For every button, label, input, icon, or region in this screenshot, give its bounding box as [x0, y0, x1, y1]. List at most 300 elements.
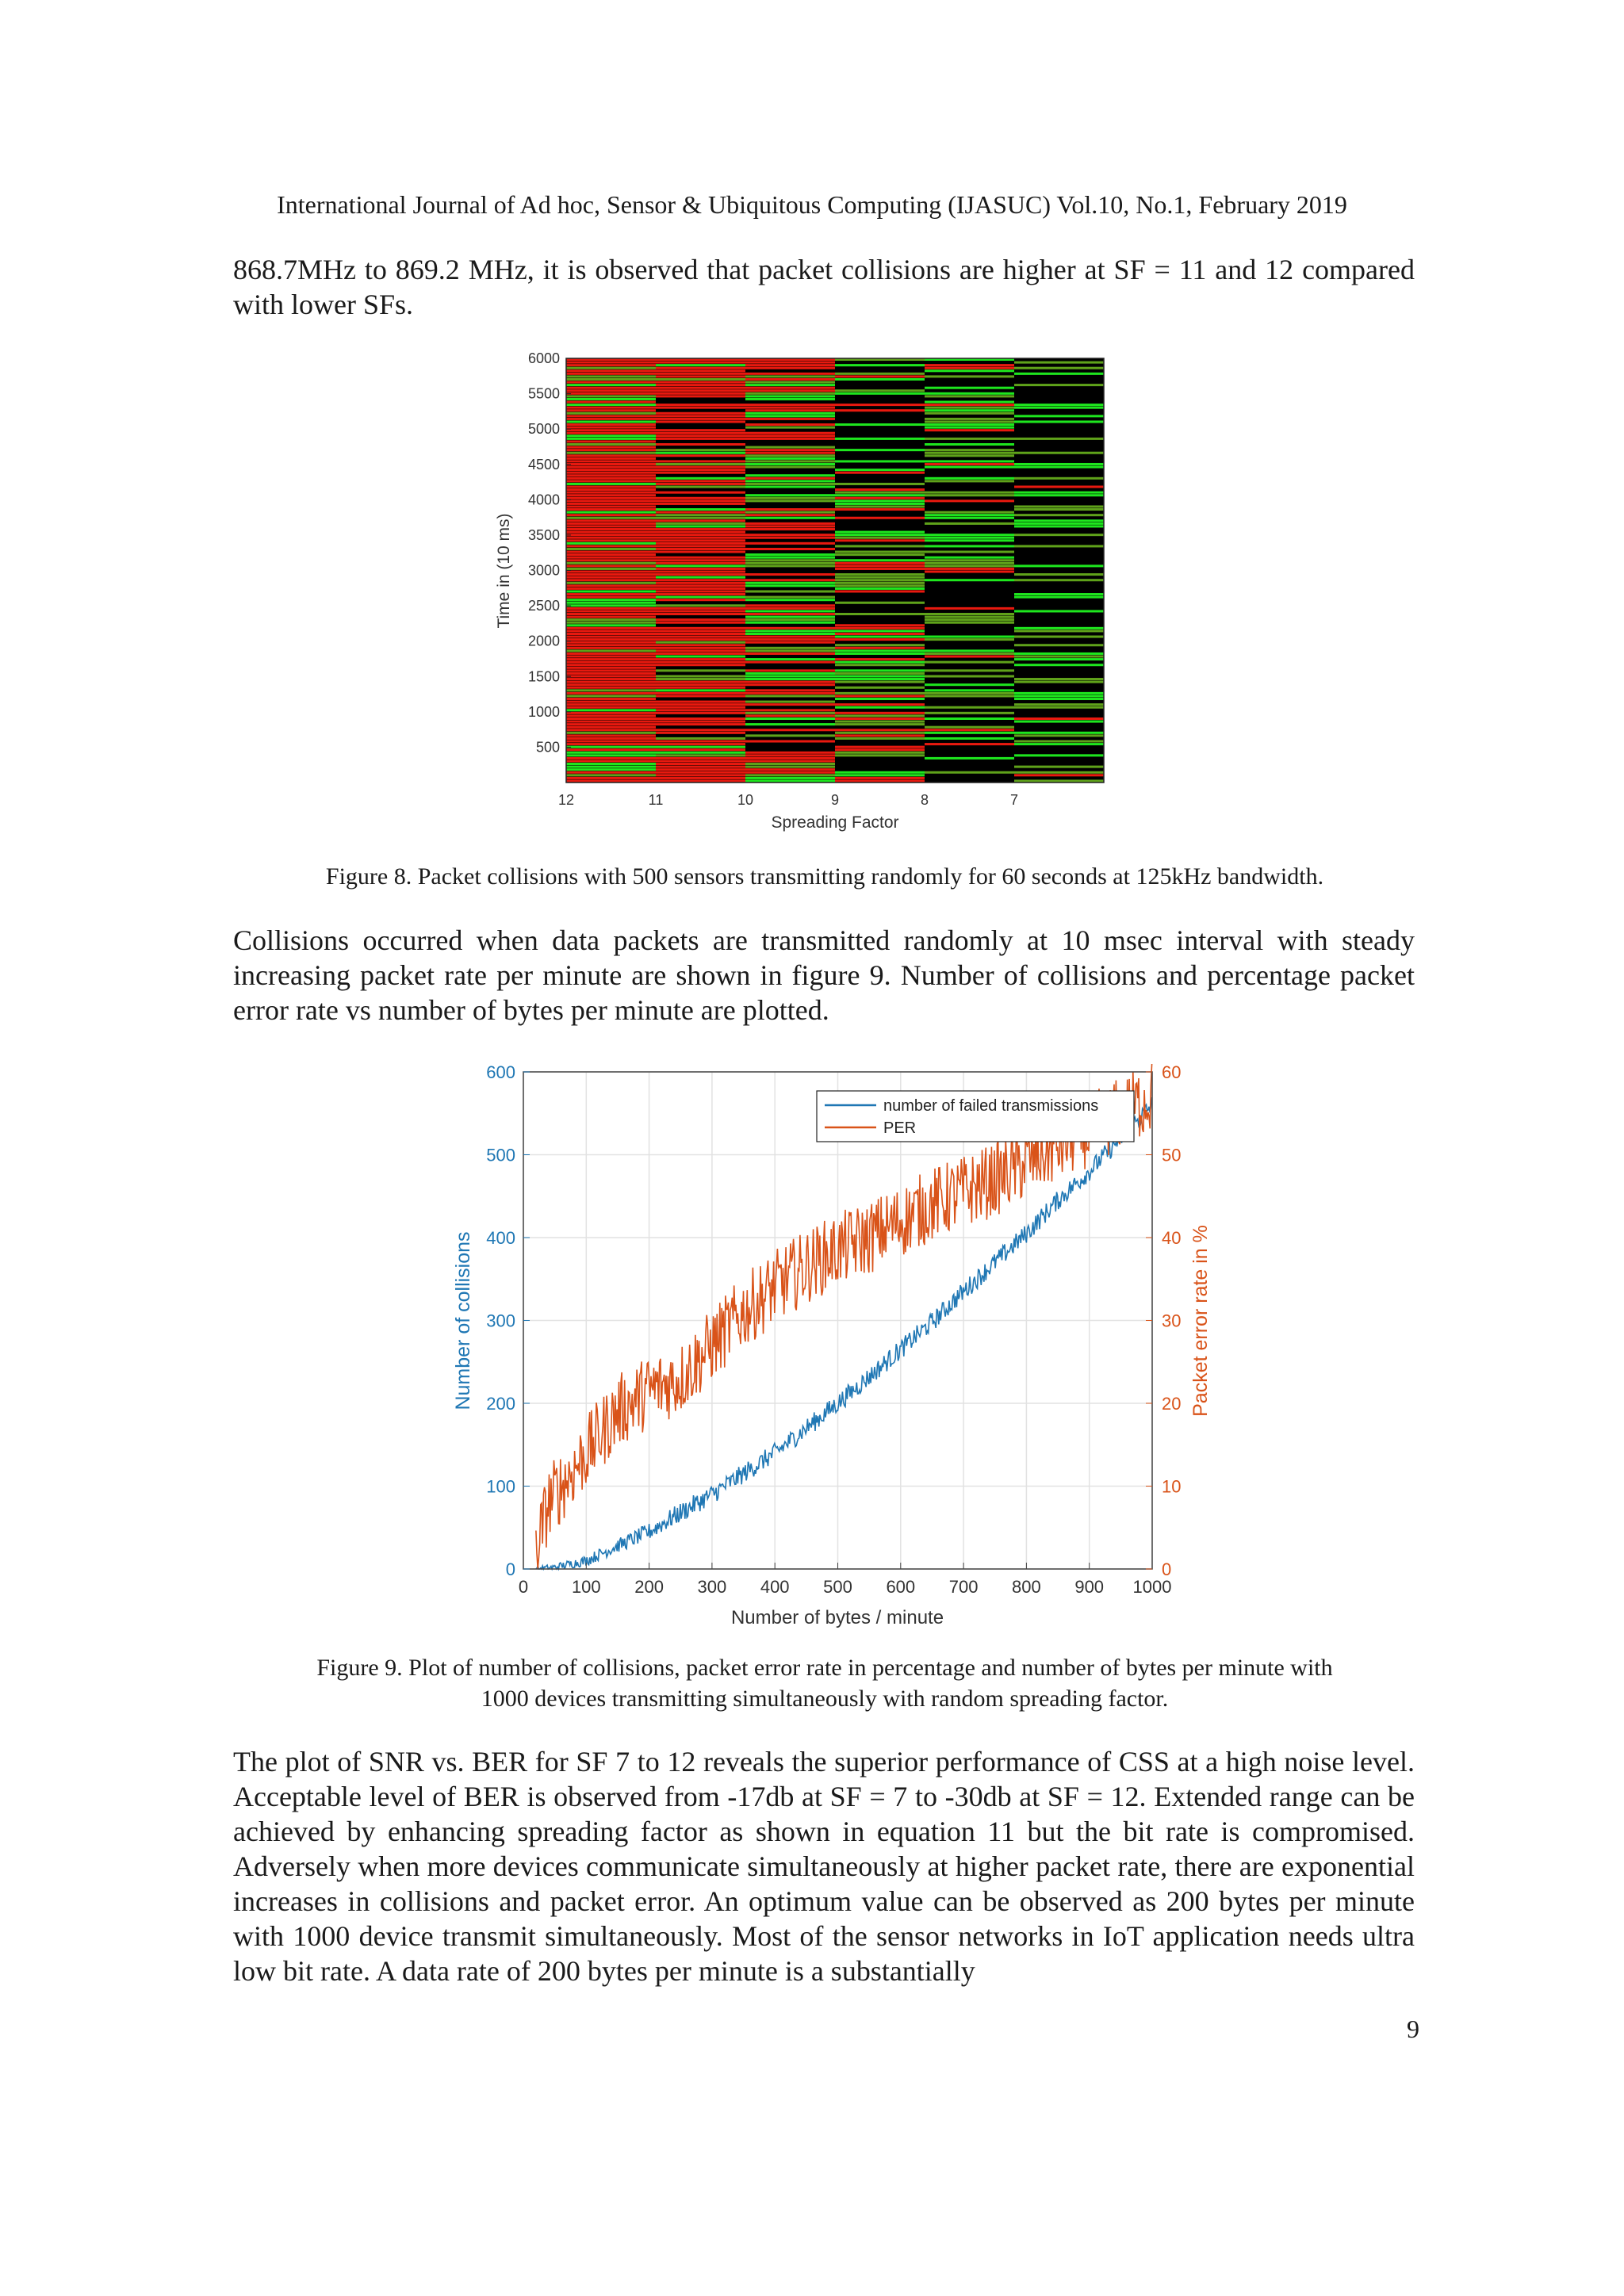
heatmap-cell	[925, 454, 1014, 457]
heatmap-cell	[656, 610, 745, 612]
heatmap-cell	[566, 624, 656, 626]
heatmap-cell	[925, 420, 1014, 423]
heatmap-cell	[1014, 706, 1104, 709]
heatmap-cell	[656, 492, 745, 494]
heatmap-cell	[745, 616, 835, 618]
heatmap-cell	[566, 404, 656, 406]
heatmap-cell	[745, 701, 835, 703]
heatmap-cell	[656, 463, 745, 465]
heatmap-cell	[835, 590, 925, 592]
heatmap-cell	[566, 698, 656, 700]
heatmap-cell	[745, 446, 835, 449]
heatmap-cell	[745, 463, 835, 465]
heatmap-cell	[835, 392, 925, 395]
heatmap-cell	[745, 387, 835, 389]
heatmap-cell	[1014, 658, 1104, 660]
heatmap-cell	[925, 480, 1014, 482]
heatmap-cell	[566, 542, 656, 545]
heatmap-cell	[566, 656, 656, 658]
heatmap-cell	[656, 748, 745, 751]
heatmap-cell	[566, 503, 656, 505]
heatmap-cell	[835, 375, 925, 377]
heatmap-cell	[1014, 766, 1104, 768]
heatmap-cell	[656, 519, 745, 522]
heatmap-cell	[745, 517, 835, 519]
heatmap-cell	[835, 698, 925, 700]
figure-9-caption-line-1: Figure 9. Plot of number of collisions, packet error rate in percentage and number of bytes per minute with	[316, 1655, 1333, 1681]
heatmap-cell	[566, 539, 656, 541]
heatmap-cell	[925, 616, 1014, 618]
heatmap-cell	[656, 599, 745, 601]
heatmap-cell	[566, 548, 656, 550]
heatmap-cell	[925, 675, 1014, 677]
heatmap-cell	[835, 562, 925, 564]
heatmap-cell	[745, 534, 835, 536]
heatmap-cell	[835, 545, 925, 547]
heatmap-cell	[566, 638, 656, 641]
heatmap-cell	[566, 652, 656, 655]
heatmap-x-tick-label: 10	[737, 792, 754, 808]
heatmap-cell	[745, 681, 835, 683]
heatmap-cell	[745, 362, 835, 364]
heatmap-cell	[656, 573, 745, 576]
heatmap-cell	[745, 604, 835, 607]
heatmap-cell	[566, 771, 656, 774]
heatmap-cell	[925, 656, 1014, 658]
heatmap-cell	[656, 723, 745, 725]
heatmap-cell	[925, 737, 1014, 740]
heatmap-cell	[925, 534, 1014, 536]
right-y-tick-label: 50	[1162, 1145, 1182, 1165]
heatmap-cell	[745, 709, 835, 711]
heatmap-cell	[1014, 505, 1104, 507]
heatmap-cell	[835, 537, 925, 539]
heatmap-cell	[566, 452, 656, 454]
heatmap-cell	[745, 649, 835, 652]
heatmap-cell	[656, 483, 745, 485]
x-tick-label: 600	[886, 1577, 916, 1597]
heatmap-cell	[925, 689, 1014, 691]
heatmap-cell	[656, 743, 745, 745]
heatmap-cell	[835, 373, 925, 375]
heatmap-cell	[656, 534, 745, 536]
heatmap-cell	[1014, 678, 1104, 680]
heatmap-cell	[566, 587, 656, 590]
right-y-tick-label: 10	[1162, 1476, 1182, 1497]
heatmap-cell	[656, 432, 745, 434]
heatmap-cell	[745, 703, 835, 706]
heatmap-cell	[656, 596, 745, 599]
heatmap-cell	[925, 449, 1014, 451]
heatmap-cell	[566, 732, 656, 734]
heatmap-cell	[745, 647, 835, 649]
heatmap-cell	[925, 511, 1014, 514]
heatmap-cell	[835, 774, 925, 776]
heatmap-cell	[745, 777, 835, 779]
heatmap-cell	[745, 596, 835, 599]
x-tick-label: 100	[571, 1577, 601, 1597]
heatmap-cell	[656, 477, 745, 480]
heatmap-cell	[566, 766, 656, 768]
heatmap-cell	[925, 407, 1014, 409]
heatmap-cell	[566, 384, 656, 386]
heatmap-cell	[656, 539, 745, 541]
right-y-tick-label: 0	[1162, 1559, 1172, 1579]
heatmap-cell	[1014, 656, 1104, 658]
heatmap-cell	[925, 649, 1014, 652]
heatmap-cell	[745, 364, 835, 366]
heatmap-cell	[566, 743, 656, 745]
heatmap-cell	[835, 483, 925, 485]
heatmap-cell	[656, 604, 745, 607]
heatmap-cell	[1014, 545, 1104, 547]
heatmap-cell	[566, 401, 656, 404]
heatmap-cell	[656, 729, 745, 731]
heatmap-cell	[925, 618, 1014, 621]
heatmap-cell	[566, 373, 656, 375]
heatmap-cell	[925, 443, 1014, 446]
heatmap-cell	[656, 618, 745, 621]
heatmap-cell	[656, 576, 745, 579]
heatmap-cell	[1014, 743, 1104, 745]
heatmap-cell	[566, 763, 656, 765]
heatmap-y-tick-label: 6000	[527, 350, 560, 366]
heatmap-cell	[566, 551, 656, 553]
heatmap-cell	[925, 706, 1014, 709]
heatmap-cell	[745, 494, 835, 496]
heatmap-cell	[656, 480, 745, 482]
heatmap-cell	[745, 754, 835, 756]
heatmap-cell	[566, 602, 656, 604]
heatmap-cell	[745, 590, 835, 592]
heatmap-cell	[745, 367, 835, 369]
heatmap-cell	[925, 551, 1014, 553]
heatmap-cell	[745, 633, 835, 635]
heatmap-cell	[566, 726, 656, 729]
heatmap-cell	[835, 587, 925, 590]
heatmap-cell	[925, 537, 1014, 539]
heatmap-cell	[656, 522, 745, 525]
heatmap-cell	[656, 607, 745, 610]
heatmap-cell	[566, 438, 656, 440]
heatmap-cell	[1014, 681, 1104, 683]
heatmap-cell	[925, 669, 1014, 672]
heatmap-cell	[566, 519, 656, 522]
left-y-tick-label: 100	[486, 1476, 515, 1497]
heatmap-cell	[745, 407, 835, 409]
heatmap-cell	[566, 703, 656, 706]
heatmap-y-tick-label: 2000	[527, 633, 560, 649]
heatmap-cell	[566, 695, 656, 697]
heatmap-cell	[1014, 373, 1104, 375]
heatmap-cell	[1014, 579, 1104, 581]
heatmap-cell	[745, 559, 835, 561]
heatmap-cell	[566, 599, 656, 601]
heatmap-cell	[656, 712, 745, 714]
heatmap-cell	[745, 768, 835, 771]
heatmap-cell	[656, 752, 745, 754]
heatmap-cell	[656, 636, 745, 638]
heatmap-cell	[656, 469, 745, 471]
heatmap-cell	[745, 449, 835, 451]
left-y-tick-label: 500	[486, 1145, 515, 1165]
heatmap-cell	[745, 384, 835, 386]
heatmap-cell	[745, 373, 835, 375]
heatmap-cell	[656, 644, 745, 646]
heatmap-cell	[835, 559, 925, 561]
heatmap-cell	[656, 559, 745, 561]
heatmap-cell	[835, 754, 925, 756]
heatmap-cell	[925, 695, 1014, 697]
heatmap-cell	[745, 438, 835, 440]
heatmap-cell	[656, 718, 745, 720]
heatmap-cell	[566, 582, 656, 584]
heatmap-cell	[835, 531, 925, 534]
heatmap-cell	[835, 748, 925, 751]
heatmap-cell	[566, 511, 656, 514]
heatmap-cell	[566, 407, 656, 409]
heatmap-cell	[656, 418, 745, 420]
heatmap-cell	[566, 683, 656, 686]
heatmap-cell	[566, 449, 656, 451]
heatmap-cell	[566, 607, 656, 610]
heatmap-cell	[835, 779, 925, 782]
heatmap-cell	[835, 534, 925, 536]
journal-header: International Journal of Ad hoc, Sensor & Ubiquitous Computing (IJASUC) Vol.10, No.1, February 2019	[277, 190, 1347, 219]
heatmap-cell	[566, 443, 656, 446]
heatmap-cell	[656, 395, 745, 397]
heatmap-y-tick-label: 4500	[527, 456, 560, 473]
heatmap-cell	[656, 706, 745, 709]
heatmap-cell	[656, 568, 745, 570]
heatmap-cell	[656, 571, 745, 573]
heatmap-y-tick-label: 5000	[527, 421, 560, 438]
heatmap-cell	[745, 695, 835, 697]
heatmap-cell	[566, 604, 656, 607]
heatmap-cell	[835, 573, 925, 576]
heatmap-cell	[566, 740, 656, 743]
heatmap-cell	[745, 652, 835, 655]
heatmap-cell	[566, 477, 656, 480]
heatmap-cell	[1014, 779, 1104, 782]
heatmap-cell	[1014, 463, 1104, 465]
heatmap-cell	[656, 683, 745, 686]
heatmap-cell	[745, 432, 835, 434]
heatmap-cell	[656, 754, 745, 756]
heatmap-cell	[566, 483, 656, 485]
heatmap-cell	[925, 559, 1014, 561]
figure-8-caption: Figure 8. Packet collisions with 500 sensors transmitting randomly for 60 seconds at 125kHz bandwidth.	[325, 863, 1324, 890]
heatmap-cell	[656, 407, 745, 409]
heatmap-cell	[835, 404, 925, 406]
paragraph-1: 868.7MHz to 869.2 MHz, it is observed that packet collisions are higher at SF = 11 and 12 compared with lower SFs.	[233, 254, 1415, 320]
x-tick-label: 1000	[1132, 1577, 1172, 1597]
heatmap-cell	[566, 590, 656, 592]
heatmap-cell	[925, 636, 1014, 638]
heatmap-cell	[1014, 629, 1104, 632]
heatmap-cell	[745, 412, 835, 415]
heatmap-cell	[656, 579, 745, 581]
heatmap-cell	[566, 667, 656, 669]
heatmap-cell	[835, 378, 925, 381]
heatmap-cell	[566, 579, 656, 581]
heatmap-cell	[745, 718, 835, 720]
heatmap-cell	[1014, 740, 1104, 743]
heatmap-cell	[745, 434, 835, 437]
heatmap-cell	[835, 539, 925, 541]
heatmap-cell	[1014, 664, 1104, 666]
heatmap-cell	[1014, 420, 1104, 423]
heatmap-cell	[656, 508, 745, 511]
heatmap-cell	[566, 562, 656, 564]
heatmap-cell	[566, 440, 656, 442]
heatmap-cell	[745, 714, 835, 717]
heatmap-cell	[656, 551, 745, 553]
heatmap-cell	[835, 364, 925, 366]
heatmap-cell	[1014, 644, 1104, 646]
heatmap-cell	[656, 766, 745, 768]
heatmap-cell	[745, 378, 835, 381]
heatmap-cell	[745, 760, 835, 762]
heatmap-cell	[1014, 367, 1104, 369]
heatmap-cell	[925, 712, 1014, 714]
heatmap-cell	[656, 647, 745, 649]
line-chart-left-y-label: Number of collisions	[452, 1231, 474, 1410]
heatmap-cell	[566, 768, 656, 771]
heatmap-cell	[566, 706, 656, 709]
heatmap-cell	[656, 760, 745, 762]
heatmap-cell	[1014, 407, 1104, 409]
heatmap-cell	[656, 777, 745, 779]
heatmap-cell	[566, 409, 656, 411]
heatmap-cell	[656, 701, 745, 703]
heatmap-cell	[1014, 438, 1104, 440]
heatmap-cell	[656, 779, 745, 782]
heatmap-cell	[925, 463, 1014, 465]
heatmap-cell	[656, 687, 745, 689]
heatmap-cell	[925, 622, 1014, 624]
heatmap-cell	[925, 404, 1014, 406]
heatmap-cell	[566, 709, 656, 711]
heatmap-cell	[745, 599, 835, 601]
heatmap-cell	[566, 528, 656, 530]
heatmap-cell	[566, 678, 656, 680]
heatmap-cell	[566, 553, 656, 556]
heatmap-cell	[835, 629, 925, 632]
heatmap-cell	[925, 564, 1014, 567]
heatmap-cell	[925, 522, 1014, 525]
heatmap-cell	[566, 701, 656, 703]
heatmap-cell	[745, 757, 835, 760]
heatmap-cell	[745, 395, 835, 397]
heatmap-cell	[835, 564, 925, 567]
heatmap-cell	[656, 689, 745, 691]
x-tick-label: 500	[823, 1577, 852, 1597]
heatmap-cell	[656, 587, 745, 590]
heatmap-cell	[745, 641, 835, 644]
heatmap-cell	[566, 387, 656, 389]
heatmap-cell	[745, 483, 835, 485]
heatmap-cell	[566, 757, 656, 760]
heatmap-cell	[566, 460, 656, 462]
heatmap-cell	[835, 460, 925, 462]
heatmap-cell	[656, 499, 745, 502]
heatmap-cell	[566, 457, 656, 460]
heatmap-cell	[656, 678, 745, 680]
page-number: 9	[1407, 2015, 1419, 2043]
heatmap-cell	[745, 613, 835, 615]
heatmap-cell	[835, 551, 925, 553]
heatmap-cell	[745, 466, 835, 469]
heatmap-cell	[566, 369, 656, 372]
heatmap-cell	[566, 712, 656, 714]
heatmap-cell	[1014, 522, 1104, 525]
heatmap-cell	[656, 629, 745, 632]
heatmap-cell	[656, 652, 745, 655]
heatmap-cell	[566, 576, 656, 579]
heatmap-cell	[656, 412, 745, 415]
figure-9-line-chart	[444, 1047, 1212, 1633]
heatmap-cell	[745, 404, 835, 406]
heatmap-cell	[745, 381, 835, 384]
heatmap-cell	[1014, 534, 1104, 536]
heatmap-cell	[745, 627, 835, 629]
x-tick-label: 400	[760, 1577, 790, 1597]
heatmap-cell	[656, 638, 745, 641]
heatmap-cell	[656, 381, 745, 384]
heatmap-cell	[656, 537, 745, 539]
heatmap-cell	[745, 766, 835, 768]
left-y-tick-label: 600	[486, 1062, 515, 1082]
x-tick-label: 700	[948, 1577, 979, 1597]
heatmap-cell	[656, 387, 745, 389]
heatmap-cell	[566, 378, 656, 381]
x-tick-label: 900	[1074, 1577, 1105, 1597]
heatmap-cell	[835, 449, 925, 451]
heatmap-cell	[656, 613, 745, 615]
heatmap-cell	[656, 373, 745, 375]
heatmap-cell	[925, 494, 1014, 496]
heatmap-x-tick-label: 7	[1009, 792, 1019, 808]
right-y-tick-label: 60	[1162, 1062, 1182, 1082]
heatmap-cell	[656, 737, 745, 740]
heatmap-cell	[566, 689, 656, 691]
heatmap-cell	[745, 678, 835, 680]
heatmap-cell	[566, 622, 656, 624]
heatmap-cell	[656, 746, 745, 748]
left-y-tick-label: 400	[486, 1228, 515, 1248]
heatmap-cell	[656, 362, 745, 364]
heatmap-cell	[1014, 494, 1104, 496]
heatmap-cell	[566, 718, 656, 720]
heatmap-cell	[1014, 754, 1104, 756]
heatmap-x-tick-label: 12	[557, 792, 575, 808]
heatmap-cell	[835, 737, 925, 740]
heatmap-cell	[566, 573, 656, 576]
heatmap-cell	[566, 568, 656, 570]
heatmap-cell	[745, 548, 835, 550]
heatmap-cell	[745, 398, 835, 400]
heatmap-cell	[656, 656, 745, 658]
heatmap-cell	[835, 721, 925, 723]
heatmap-cell	[925, 395, 1014, 397]
heatmap-cell	[566, 364, 656, 366]
heatmap-cell	[566, 777, 656, 779]
heatmap-cell	[566, 446, 656, 449]
heatmap-cell	[745, 474, 835, 476]
heatmap-cell	[656, 466, 745, 469]
heatmap-cell	[656, 454, 745, 457]
